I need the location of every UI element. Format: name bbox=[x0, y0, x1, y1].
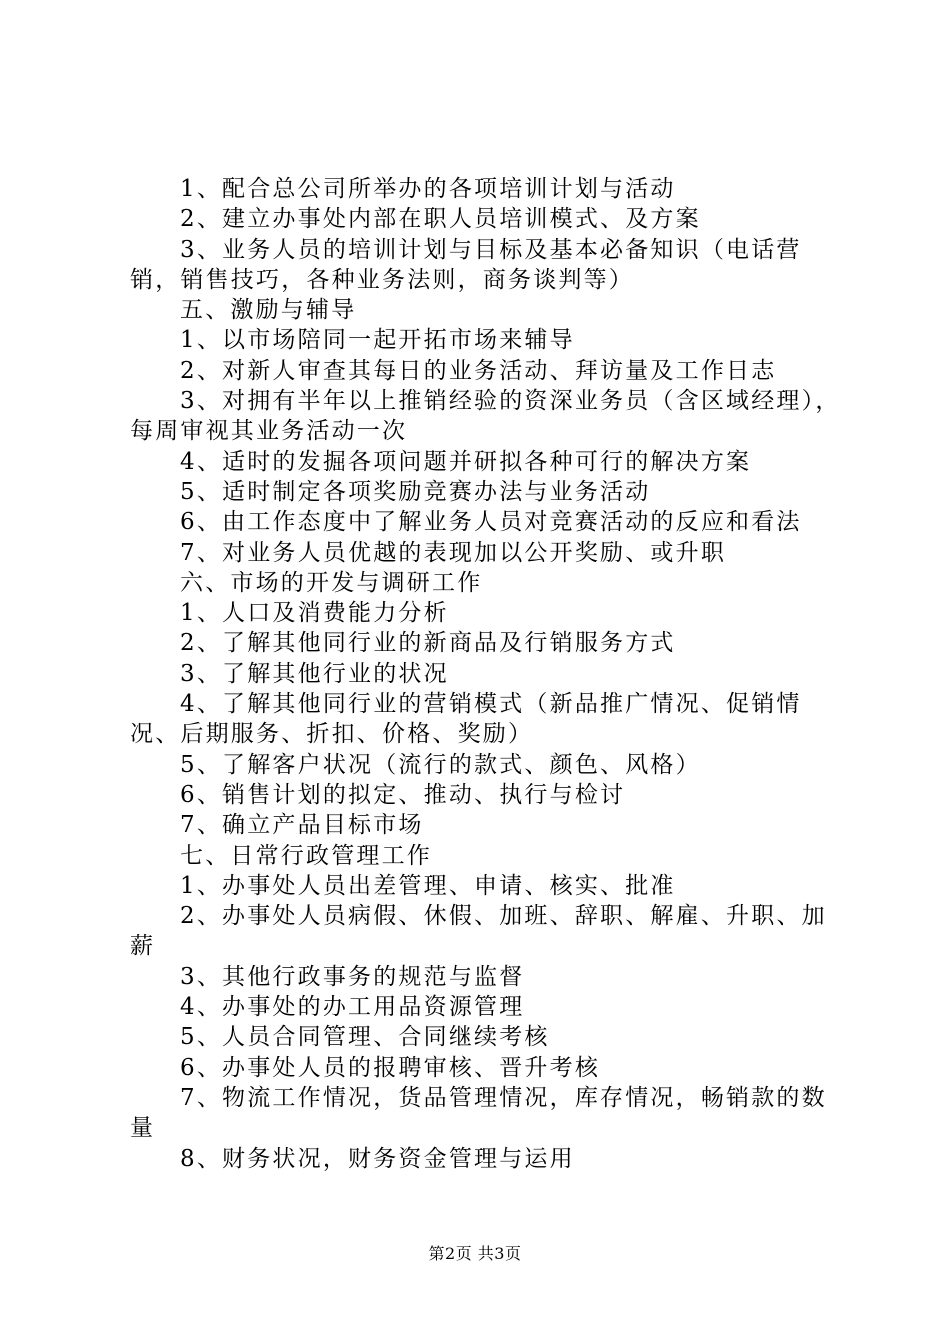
paragraph: 6、办事处人员的报聘审核、晋升考核 bbox=[180, 1054, 601, 1081]
section-heading: 五、激励与辅导 bbox=[180, 297, 357, 324]
paragraph: 3、了解其他行业的状况 bbox=[180, 660, 449, 687]
paragraph: 5、了解客户状况（流行的款式、颜色、风格） bbox=[180, 751, 701, 778]
paragraph: 5、人员合同管理、合同继续考核 bbox=[180, 1024, 550, 1051]
paragraph: 2、了解其他同行业的新商品及行销服务方式 bbox=[180, 630, 676, 657]
paragraph: 3、其他行政事务的规范与监督 bbox=[180, 963, 525, 990]
paragraph: 3、对拥有半年以上推销经验的资深业务员（含区域经理），每周审视其业务活动一次 bbox=[130, 388, 841, 445]
paragraph: 1、人口及消费能力分析 bbox=[180, 600, 449, 627]
section-heading: 六、市场的开发与调研工作 bbox=[180, 569, 483, 596]
paragraph: 1、办事处人员出差管理、申请、核实、批准 bbox=[180, 872, 676, 899]
paragraph: 7、物流工作情况，货品管理情况，库存情况，畅销款的数量 bbox=[130, 1084, 827, 1142]
paragraph: 2、建立办事处内部在职人员培训模式、及方案 bbox=[180, 206, 701, 233]
paragraph: 4、适时的发掘各项问题并研拟各种可行的解决方案 bbox=[180, 448, 752, 475]
paragraph: 4、了解其他同行业的营销模式（新品推广情况、促销情况、后期服务、折扣、价格、奖励） bbox=[130, 691, 802, 748]
paragraph: 7、确立产品目标市场 bbox=[180, 812, 424, 839]
paragraph: 7、对业务人员优越的表现加以公开奖励、或升职 bbox=[180, 539, 727, 566]
page-number-label: 第2页 共3页 bbox=[428, 1244, 522, 1263]
section-heading: 七、日常行政管理工作 bbox=[180, 842, 432, 869]
paragraph: 6、销售计划的拟定、推动、执行与检讨 bbox=[180, 781, 626, 808]
document-body bbox=[130, 174, 850, 1174]
paragraph: 8、财务状况，财务资金管理与运用 bbox=[180, 1145, 575, 1172]
paragraph: 1、配合总公司所举办的各项培训计划与活动 bbox=[180, 176, 676, 202]
paragraph: 6、由工作态度中了解业务人员对竞赛活动的反应和看法 bbox=[180, 509, 802, 536]
paragraph: 4、办事处的办工用品资源管理 bbox=[180, 994, 525, 1021]
paragraph: 5、适时制定各项奖励竞赛办法与业务活动 bbox=[180, 478, 651, 505]
paragraph: 1、以市场陪同一起开拓市场来辅导 bbox=[180, 327, 575, 354]
paragraph: 2、办事处人员病假、休假、加班、辞职、解雇、升职、加薪 bbox=[130, 903, 827, 960]
page-footer bbox=[0, 1244, 950, 1264]
paragraph: 2、对新人审查其每日的业务活动、拜访量及工作日志 bbox=[180, 357, 777, 384]
paragraph: 3、业务人员的培训计划与目标及基本必备知识（电话营销，销售技巧，各种业务法则，商务谈判等） bbox=[130, 236, 802, 293]
